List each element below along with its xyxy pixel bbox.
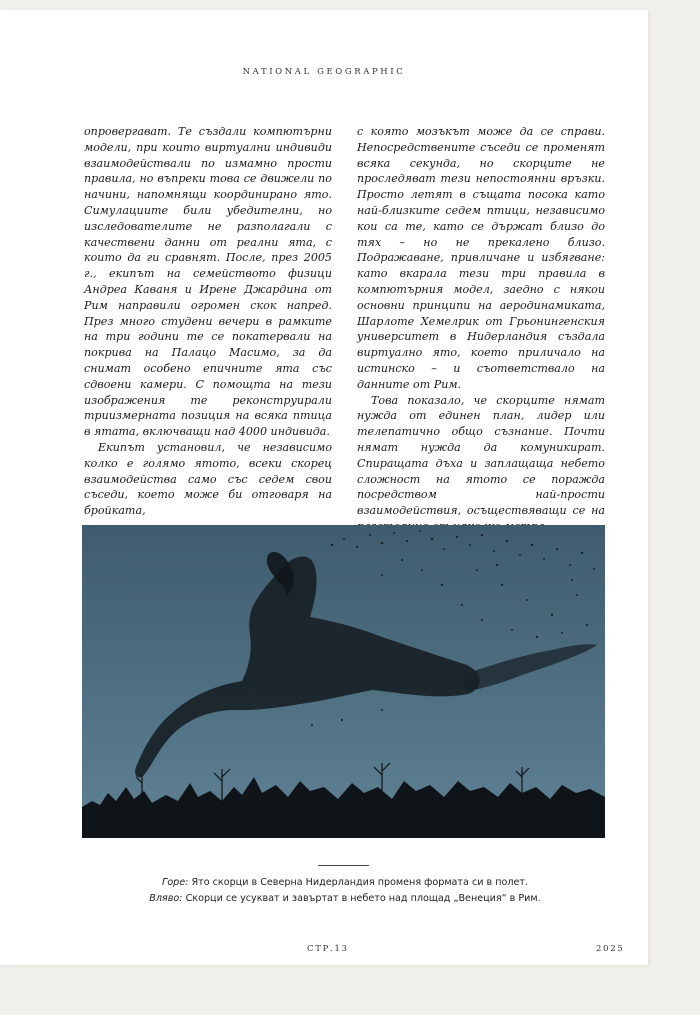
caption-line — [60, 875, 630, 891]
paragraph: с която мозъкът може да се справи. Непосредствените съседи се променят всяка секунда, но скорците не проследяват тези непостоянни връзки. Просто летят в същата посока като най-близките седем птици, независимо кои са те, като се държат близо до тях – но не прекалено близо. Подражаване, привличане и избягване: като вкарала тези три правила в компютърния модел, заедно с някои основни принципи на аеродинамиката, Шарлоте Хемелрик от Грьонингенския университет в Нидерландия създала виртуално ято, което приличало на истинско – и съответствало на данните от Рим. — [357, 125, 605, 391]
page-number: СТР.13 — [307, 943, 349, 953]
photo-captions — [60, 875, 630, 907]
caption-line — [60, 891, 630, 907]
caption-lead: Вляво: — [149, 893, 183, 904]
photo-illustration — [82, 525, 605, 838]
article-column-left — [84, 124, 332, 519]
caption-text: Скорци се усукват и завъртат в небето над площад „Венеция“ в Рим. — [182, 893, 541, 904]
caption-text: Ято скорци в Северна Нидерландия променя формата си в полет. — [188, 877, 529, 888]
paragraph: Това показало, че скорците нямат нужда от единен план, лидер или телепатично общо съзнание. Почти нямат нужда да комуникират. Спиращата дъха и заплащаща небето сложност на ятото се поражда посредством най-прости взаимодействия, осъществяващи се на — [357, 393, 605, 518]
paragraph: опровергават. Те създали компютърни модели, при които виртуални индивиди взаимодействали по измамно прости правила, но въпреки това се движели по начини, напомнящи координирано ято. Симулациите били убедителни, но изследователите не разполагали с качествени данни от реални ята, с които да ги сравнят. После, през 2005 г., екипът на семейството физици Андреа Каваня и Ирене Джардина от Рим направили огромен скок напред. През много студени вечери в рамките на три години те се покатервали на покрива на Палацо Масимо, за да снимат особено епичните ята със сдвоени камери. С помощта на тези изображения те реконструирали триизмерната позиция на всяка птица в ятата, включващи над 4000 индивида. — [84, 125, 332, 439]
starling-murmuration-photo — [82, 525, 605, 838]
running-title: NATIONAL GEOGRAPHIC — [242, 67, 406, 77]
magazine-page — [0, 10, 648, 965]
caption-divider — [318, 865, 369, 866]
caption-lead: Горе: — [161, 877, 189, 888]
article-column-right — [357, 124, 605, 535]
paragraph: Екипът установил, че независимо колко е голямо ятото, всеки скорец взаимодейства само със седем свои съседи, което може би отговаря на бройката, — [84, 440, 332, 518]
issue-year: 2025 — [596, 943, 625, 953]
